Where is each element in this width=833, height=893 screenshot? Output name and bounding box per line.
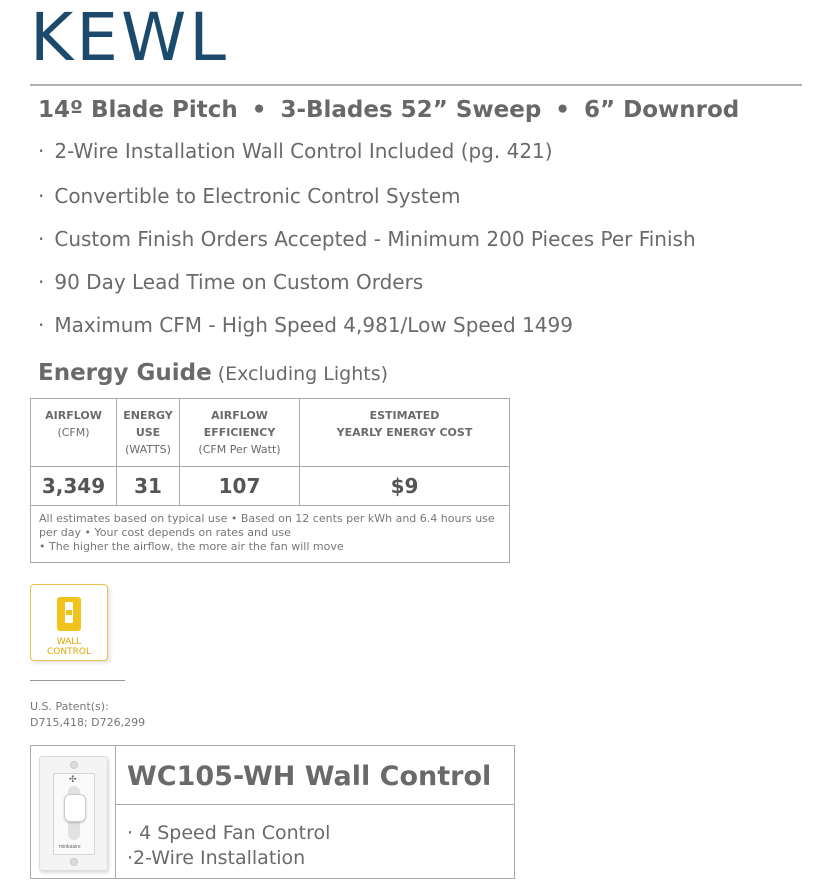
value-airflow: 3,349	[31, 467, 117, 506]
feature-bullet: ·	[38, 227, 45, 251]
feature-bullet: ·	[38, 313, 45, 337]
header-airflow-efficiency	[180, 399, 300, 467]
feature-item	[38, 183, 461, 209]
title-divider	[30, 84, 802, 86]
brand-mark: minkaaire	[59, 844, 81, 850]
feature-text: Convertible to Electronic Control System	[54, 184, 461, 208]
feature-bullet: ·	[38, 139, 45, 163]
value-energy-use: 31	[117, 467, 180, 506]
spec-blades-sweep: 3-Blades 52” Sweep	[280, 97, 542, 123]
energy-guide-title: Energy Guide	[38, 360, 212, 386]
wall-switch-icon	[57, 597, 81, 631]
header-unit: (CFM)	[57, 426, 90, 439]
badge-label-line2: CONTROL	[47, 647, 91, 657]
switch-knob	[66, 610, 72, 615]
spec-separator: •	[251, 97, 267, 123]
header-line: EFFICIENCY	[203, 426, 276, 439]
feature-text: 2-Wire Installation Wall Control Included (pg. 421)	[54, 139, 553, 163]
control-insert	[53, 773, 95, 855]
energy-guide-heading	[38, 358, 388, 390]
product-title: KEWL	[30, 0, 230, 76]
patent-info	[30, 699, 145, 731]
feature-item	[38, 312, 573, 338]
wall-control-panel	[30, 745, 515, 879]
badge-label-line1: WALL	[56, 637, 82, 647]
switch-slot	[65, 602, 73, 623]
feature-item	[38, 226, 696, 252]
header-line: ESTIMATED	[369, 409, 440, 422]
wall-plate	[39, 756, 108, 871]
header-line: AIRFLOW	[45, 409, 102, 422]
speed-lever	[64, 794, 86, 822]
wall-control-image	[31, 746, 116, 878]
header-line: AIRFLOW	[211, 409, 268, 422]
header-yearly-cost	[300, 399, 510, 467]
wall-control-feature: · 4 Speed Fan Control	[127, 822, 331, 844]
header-airflow	[31, 399, 117, 467]
header-unit: (CFM Per Watt)	[198, 443, 281, 456]
note-line: • The higher the airflow, the more air the fan will move	[39, 540, 344, 553]
spec-separator: •	[555, 97, 570, 123]
spec-downrod: 6” Downrod	[584, 97, 740, 123]
feature-item	[38, 138, 553, 164]
energy-guide-subtitle: (Excluding Lights)	[217, 363, 389, 385]
feature-item	[38, 269, 423, 295]
note-line: All estimates based on typical use • Based on 12 cents per kWh and 6.4 hours use per day • Your cost depends on rates and use	[39, 512, 495, 539]
wall-control-title: WC105-WH Wall Control	[116, 746, 514, 805]
feature-bullet: ·	[38, 184, 45, 208]
header-line: USE	[135, 426, 161, 439]
feature-text: Maximum CFM - High Speed 4,981/Low Speed 1499	[54, 313, 573, 337]
header-line: YEARLY ENERGY COST	[336, 426, 473, 439]
patent-numbers: D715,418; D726,299	[30, 716, 146, 729]
screw-icon	[70, 761, 78, 769]
feature-text: Custom Finish Orders Accepted - Minimum 200 Pieces Per Finish	[54, 227, 696, 251]
header-energy-use	[117, 399, 180, 467]
value-yearly-cost: $9	[300, 467, 510, 506]
header-line: ENERGY	[123, 409, 173, 422]
patent-divider	[30, 680, 125, 681]
energy-guide-table	[30, 398, 510, 563]
value-airflow-efficiency: 107	[180, 467, 300, 506]
patent-label: U.S. Patent(s):	[30, 700, 109, 713]
wall-control-badge	[30, 584, 108, 661]
feature-bullet: ·	[38, 270, 45, 294]
feature-text: 90 Day Lead Time on Custom Orders	[54, 270, 424, 294]
energy-guide-notes	[31, 506, 510, 563]
wall-control-feature: ·2-Wire Installation	[127, 847, 306, 869]
fan-icon: ✣	[69, 774, 77, 784]
screw-icon	[70, 858, 78, 866]
spec-line	[38, 95, 739, 125]
spec-blade-pitch: 14º Blade Pitch	[38, 97, 238, 123]
header-unit: (WATTS)	[125, 443, 171, 456]
